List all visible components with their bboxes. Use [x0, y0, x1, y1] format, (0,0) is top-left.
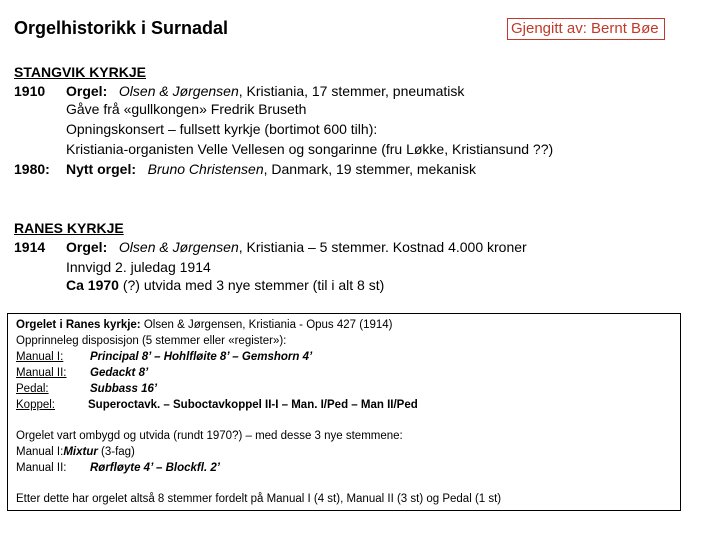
- ca-1970-label: Ca 1970: [66, 277, 119, 293]
- stangvik-line-organist: Kristiania-organisten Velle Vellesen og songarinne (fru Løkke, Kristiansund ??): [66, 141, 554, 157]
- stangvik-year-1980: 1980:: [14, 161, 50, 177]
- credit-box: Gjengitt av: Bernt Bøe: [507, 18, 665, 40]
- orgel-label: Orgel:: [66, 239, 108, 255]
- pedal-label: Pedal:: [16, 383, 49, 395]
- nytt-orgel-label: Nytt orgel:: [66, 161, 136, 177]
- new-manual-2-label: Manual II:: [16, 462, 67, 474]
- box-line-intro: [16, 318, 393, 333]
- manual-2-stops: Gedackt 8’: [90, 367, 149, 379]
- stangvik-year-1910: 1910: [14, 83, 46, 99]
- stangvik-line-concert: Opningskonsert – fullsett kyrkje (bortimot 600 tilh):: [66, 121, 378, 137]
- box-line-disposition: Opprinneleg disposisjon (5 stemmer eller «register»):: [16, 335, 287, 347]
- ca-1970-text: (?) utvida med 3 nye stemmer (til i alt 8 st): [118, 277, 385, 293]
- new-manual-1-stop: Mixtur: [63, 446, 98, 458]
- new-manual-1-rest: (3-fag): [97, 446, 135, 458]
- stangvik-line-gift: Gåve frå «gullkongen» Fredrik Bruseth: [66, 101, 307, 117]
- manual-1-label: Manual I:: [16, 351, 64, 363]
- new-manual-1-label: Manual I:: [16, 446, 64, 458]
- builder-details: , Kristiania – 5 stemmer. Kostnad 4.000 kroner: [238, 239, 527, 255]
- stangvik-1910-line: [66, 82, 464, 100]
- stangvik-1980-line: [66, 160, 476, 178]
- builder-details: , Kristiania, 17 stemmer, pneumatisk: [238, 83, 465, 99]
- box-line-rebuilt: Orgelet vart ombygd og utvida (rundt 1970?) – med desse 3 nye stemmene:: [16, 430, 403, 442]
- box-line-summary: Etter dette har orgelet altså 8 stemmer fordelt på Manual I (4 st), Manual II (3 st) og Pedal (1 st): [16, 493, 502, 505]
- ranes-year-1914: 1914: [14, 239, 46, 255]
- ranes-line-1970: [66, 276, 384, 294]
- manual-2-label: Manual II:: [16, 367, 67, 379]
- new-manual-2-stops: Rørfløyte 4’ – Blockfl. 2’: [90, 462, 220, 474]
- manual-1-stops: Principal 8’ – Hohlfløite 8’ – Gemshorn 4’: [90, 351, 313, 363]
- builder-name: Bruno Christensen: [147, 161, 264, 177]
- ranes-line-innvigd: Innvigd 2. juledag 1914: [66, 259, 211, 275]
- builder-details: , Danmark, 19 stemmer, mekanisk: [263, 161, 477, 177]
- orgel-label: Orgel:: [66, 83, 108, 99]
- builder-name: Olsen & Jørgensen: [118, 239, 239, 255]
- pedal-stops: Subbass 16’: [90, 383, 158, 395]
- box-intro-rest: Olsen & Jørgensen, Kristiania - Opus 427 (1914): [140, 319, 393, 331]
- page-title: Orgelhistorikk i Surnadal: [14, 18, 229, 38]
- koppel-values: Superoctavk. – Suboctavkoppel II-I – Man. I/Ped – Man II/Ped: [88, 399, 418, 411]
- box-intro-bold: Orgelet i Ranes kyrkje:: [16, 319, 141, 331]
- organ-disposition-box: [7, 313, 681, 511]
- builder-name: Olsen & Jørgensen: [118, 83, 239, 99]
- ranes-heading: RANES KYRKJE: [14, 220, 124, 236]
- new-manual-1-line: [16, 445, 135, 460]
- koppel-label: Koppel:: [16, 399, 56, 411]
- stangvik-heading: STANGVIK KYRKJE: [14, 64, 146, 80]
- ranes-1914-line: [66, 238, 527, 256]
